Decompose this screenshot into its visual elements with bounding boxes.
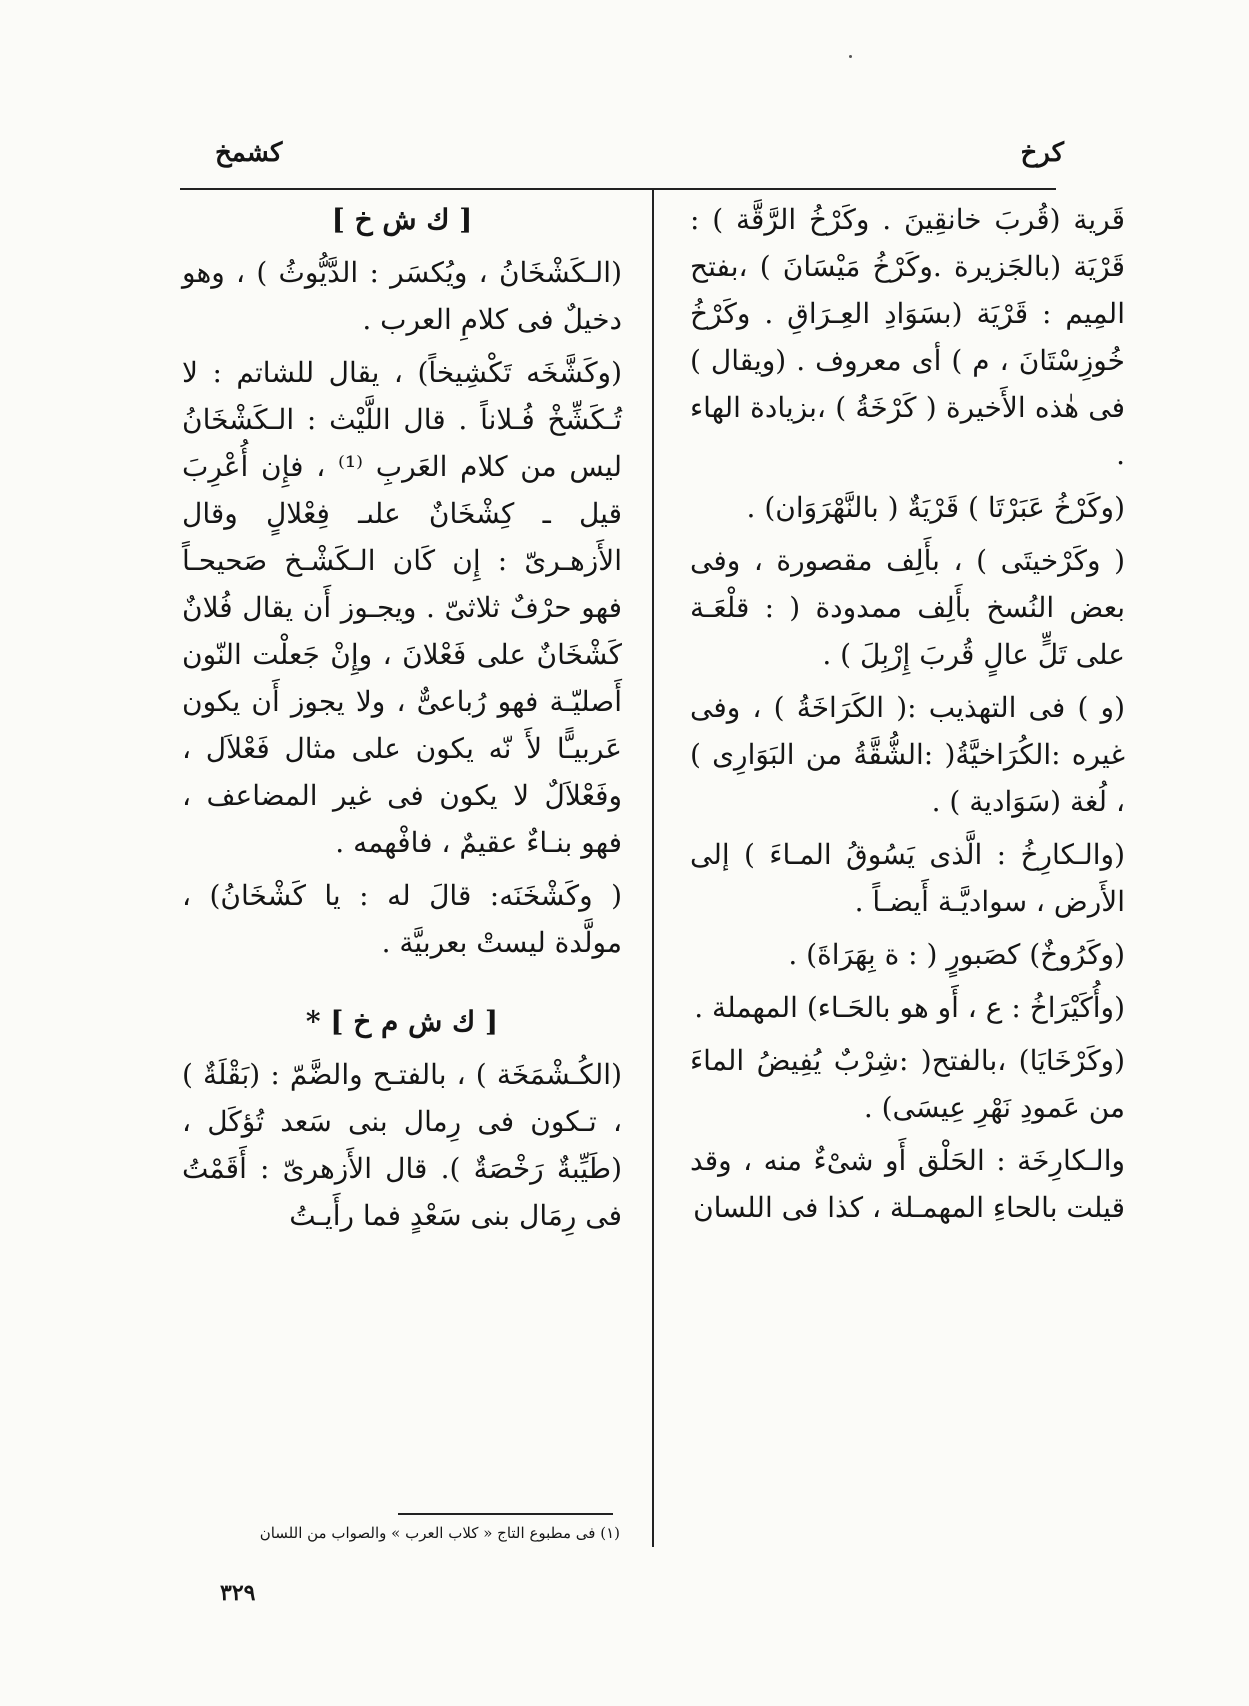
column-separator [652, 190, 654, 1547]
entry-paragraph: ( وكَرْخيتَى ) ، بأَلِف مقصورة ، وفى بعض النُسخ بأَلِف ممدودة ( : قلْعَـة على تَلٍّ عالٍ قُربَ إِرْبِلَ ) . [690, 544, 1125, 671]
header-left-keyword: كشمخ [215, 138, 283, 168]
entry-paragraph: قَرية (قُربَ خانقِينَ . وكَرْخُ الرَّقَّة ) : قَرْيَة (بالجَزيرة .وكَرْخُ مَيْسَانَ ) ،بفتح المِيم : قَرْيَة (بسَوَادِ العِـرَاقِ . وكَرْخُ خُوزِسْتَانَ ، م ) أى معروف . (ويقال ) فى هٰذه الأَخيرة ( كَرْخَةُ ) ،بزيادة الهاء . [690, 203, 1125, 471]
entry-paragraph: (وكَرُوخٌ) كصَبورٍ ( : ة بِهَرَاةَ) . [788, 938, 1125, 971]
left-column [182, 196, 622, 1245]
entry-paragraph: (الكُـشْمَخَة ) ، بالفتـح والضَّمّ : (بَقْلَةٌ ) ، تـكون فى رِمال بنى سَعد تُؤكَل ، (طَيِّبةٌ رَخْصَةٌ ). قال الأَزهرىّ : أَقَمْتُ فى رِمَال بنى سَعْدٍ فما رأَيـتُ [182, 1058, 622, 1232]
section-spacer [182, 972, 622, 998]
entry-paragraph: (وكَشَّخَه تَكْشِيخاً) ، يقال للشاتم : لا تُـكَشِّخْ فُـلاناً . قال اللَّيْث : الـكَشْخَانُ ليس من كلام العَربِ ⁽¹⁾ ، فإِن أُعْرِبَ قيل ـ كِشْخَانٌ علىـ فِعْلالٍ وقال الأَزهـرىّ : إِن كَان الـكَشْـخ صَحيحـاً فهو حرْفٌ ثلاثىّ . ويجـوز أَن يقال فُلانٌ كَشْخَانٌ على فَعْلانَ ، وإِنْ جَعلْت النّون أَصليّـة فهو رُباعىٌّ ، ولا يجوز أَن يكون عَربيـًّا لأَ نّه يكون على مثال فَعْلاَل ، وفَعْلاَلٌ لا يكون فى غير المضاعف ، فهو بنـاءٌ عقيمٌ ، فافْهمه . [182, 356, 622, 859]
footnote: (١) فى مطبوع التاج « كلاب العرب » والصواب من اللسان [259, 1524, 620, 1542]
header-right-keyword: كرخ [1020, 138, 1064, 168]
entry-paragraph: (وأُكَيْرَاخُ : ع ، أَو هو بالحَـاء) المهملة . [694, 991, 1125, 1024]
entry-paragraph: (والـكارِخُ : الَّذى يَسُوقُ المـاءَ ) إلى الأَرض ، سواديَّـة أَيضـاً . [690, 838, 1125, 918]
page-number: ٣٢٩ [220, 1580, 256, 1606]
speck [849, 55, 852, 58]
footnote-rule [398, 1513, 613, 1515]
root-heading: [ ك ش خ ] [331, 203, 473, 236]
entry-paragraph: ( وكَشْخَنَه: قالَ له : يا كَشْخَانُ) ، مولَّدة ليستْ بعربيَّة . [182, 879, 622, 959]
header-rule [180, 188, 1056, 190]
entry-paragraph: (وكَرْخُ عَبَرْتَا ) قَرْيَةٌ ( بالنَّهْرَوَان) . [746, 491, 1125, 524]
right-column [690, 196, 1125, 1237]
entry-paragraph: (الـكَشْخَانُ ، ويُكسَر : الدَّيُّوثُ ) ، وهو دخيلٌ فى كلامِ العرب . [182, 256, 622, 336]
root-heading: [ ك ش م خ ] * [305, 1005, 499, 1038]
entry-paragraph: (وكَرْخَايَا) ،بالفتح( :شِرْبٌ يُفِيضُ الماءَ من عَمودِ نَهْرِ عِيسَى) . [690, 1044, 1125, 1124]
entry-paragraph: (و ) فى التهذيب :( الكَرَاخَةُ ) ، وفى غيره :الكُرَاخيَّةُ( :الشُّقَّةُ من البَوَارِى ) ، لُغة (سَوَادية ) . [690, 691, 1125, 818]
entry-paragraph: والـكارِخَة : الحَلْق أَو شىْءٌ منه ، وقد قيلت بالحاءِ المهمـلة ، كذا فى اللسان [690, 1144, 1125, 1224]
